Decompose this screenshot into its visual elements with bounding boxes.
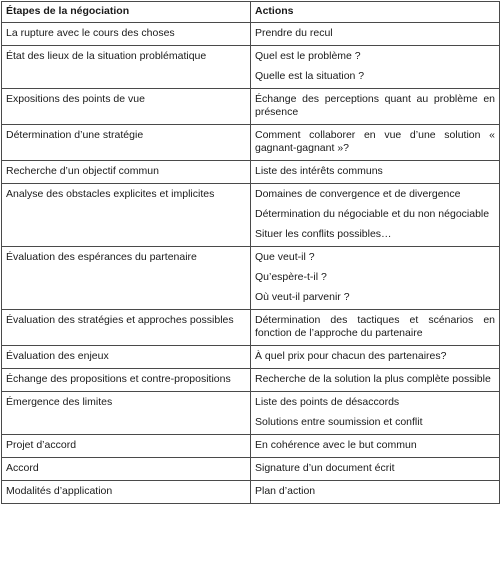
action-item: Comment collaborer en vue d’une solution « gagnant-gagnant »? — [255, 129, 495, 154]
step-cell: Accord — [2, 458, 251, 481]
step-cell: Expositions des points de vue — [2, 89, 251, 125]
step-cell: Projet d’accord — [2, 435, 251, 458]
action-item: Solutions entre soumission et conflit — [255, 416, 423, 428]
action-item: Quelle est la situation ? — [255, 70, 365, 82]
action-item: Signature d’un document écrit — [255, 462, 395, 474]
action-item: Plan d’action — [255, 485, 316, 497]
table-row — [2, 184, 500, 247]
step-cell: Détermination d’une stratégie — [2, 125, 251, 161]
step-cell: État des lieux de la situation problématique — [2, 46, 251, 89]
step-cell: Évaluation des stratégies et approches possibles — [2, 310, 251, 346]
table-row — [2, 435, 500, 458]
table-body — [2, 23, 500, 504]
header-actions: Actions — [251, 2, 500, 23]
header-row — [2, 2, 500, 23]
step-cell: Analyse des obstacles explicites et implicites — [2, 184, 251, 247]
table-row — [2, 481, 500, 504]
table-row — [2, 392, 500, 435]
step-cell: La rupture avec le cours des choses — [2, 23, 251, 46]
action-item: Liste des intérêts communs — [255, 165, 383, 177]
header-steps: Étapes de la négociation — [2, 2, 251, 23]
action-item: Quel est le problème ? — [255, 50, 361, 62]
step-cell: Modalités d’application — [2, 481, 251, 504]
action-item: Liste des points de désaccords — [255, 396, 400, 408]
actions-cell — [251, 247, 500, 310]
action-item: Détermination du négociable et du non négociable — [255, 208, 490, 220]
table-row — [2, 369, 500, 392]
actions-cell — [251, 392, 500, 435]
actions-cell — [251, 310, 500, 346]
actions-cell — [251, 435, 500, 458]
table-row — [2, 458, 500, 481]
action-item: Domaines de convergence et de divergence — [255, 188, 461, 200]
step-cell: Échange des propositions et contre-propositions — [2, 369, 251, 392]
actions-cell — [251, 46, 500, 89]
actions-cell — [251, 184, 500, 247]
action-item: Que veut-il ? — [255, 251, 315, 263]
action-item: Qu’espère-t-il ? — [255, 271, 327, 283]
action-item: Échange des perceptions quant au problème en présence — [255, 93, 495, 118]
negotiation-table — [1, 1, 500, 504]
actions-cell — [251, 161, 500, 184]
actions-cell — [251, 458, 500, 481]
table-row — [2, 46, 500, 89]
step-cell: Émergence des limites — [2, 392, 251, 435]
table-row — [2, 23, 500, 46]
actions-cell — [251, 89, 500, 125]
actions-cell — [251, 481, 500, 504]
actions-cell — [251, 23, 500, 46]
table-row — [2, 125, 500, 161]
table-row — [2, 346, 500, 369]
actions-cell — [251, 369, 500, 392]
action-item: À quel prix pour chacun des partenaires? — [255, 350, 447, 362]
action-item: Prendre du recul — [255, 27, 333, 39]
table-row — [2, 310, 500, 346]
step-cell: Évaluation des enjeux — [2, 346, 251, 369]
table-row — [2, 247, 500, 310]
step-cell: Recherche d’un objectif commun — [2, 161, 251, 184]
action-item: En cohérence avec le but commun — [255, 439, 417, 451]
actions-cell — [251, 346, 500, 369]
action-item: Où veut-il parvenir ? — [255, 291, 350, 303]
step-cell: Évaluation des espérances du partenaire — [2, 247, 251, 310]
actions-cell — [251, 125, 500, 161]
table-row — [2, 89, 500, 125]
action-item: Situer les conflits possibles… — [255, 228, 392, 240]
action-item: Détermination des tactiques et scénarios en fonction de l’approche du partenaire — [255, 314, 495, 339]
table-row — [2, 161, 500, 184]
action-item: Recherche de la solution la plus complète possible — [255, 373, 491, 385]
